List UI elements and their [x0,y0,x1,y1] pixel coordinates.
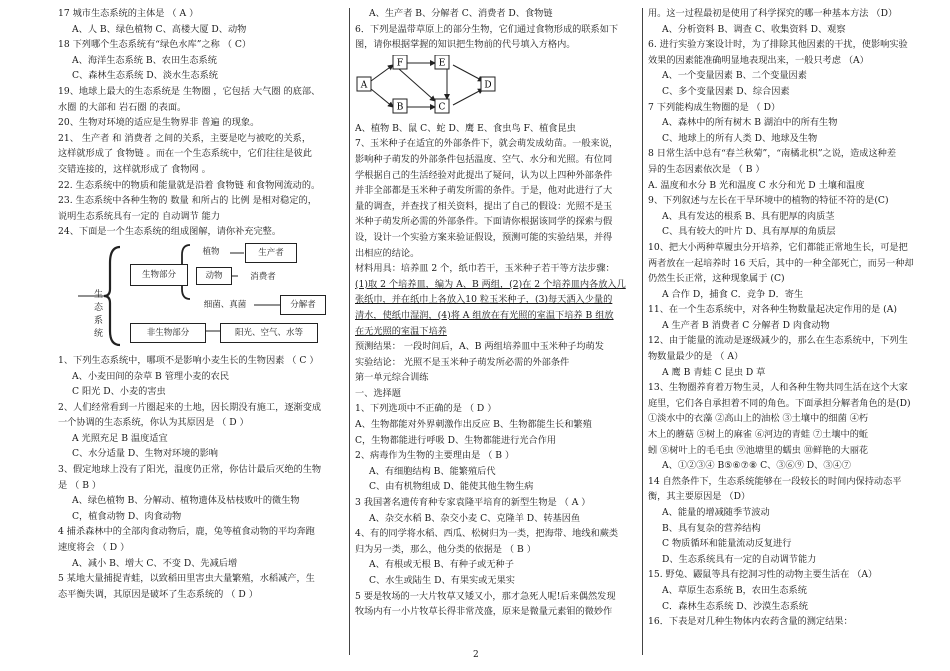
food-web-svg [355,55,640,119]
animal-box: 动物 [196,267,232,285]
text-line: A、杂交水稻 B、杂交小麦 C、克隆羊 D、转基因鱼 [369,512,581,524]
text-line: 预测结果： 一段时间后，A、B 两组培养皿中玉米种子均萌发 [355,341,604,353]
text-line: D、生态系统具有一定的自动调节能力 [662,553,817,565]
text-line: 7 下列能构成生物圈的是 （ D） [648,101,781,113]
text-line: A、①②③④ B⑤⑥⑦⑧ C、③⑥⑨ D、③④⑦ [662,460,851,472]
side-label-char: 系 [94,315,104,326]
text-line: 木上的蘑菇 ⑤树上的麻雀 ⑥河边的青蛙 ⑦土壤中的蚯 [648,429,869,441]
text-line: C、地球上的所有人类 D、地球及生物 [662,132,818,144]
producer-box: 生产者 [245,243,297,263]
text-line: A 光照充足 B 温度适宜 [72,432,168,444]
living-part-box: 生物部分 [130,264,188,286]
text-line: 13、生物圈养育着万物生灵，人和各种生物共同生活在这个大家 [648,382,908,394]
text-line: 图，请你根据掌握的知识把生物前的代号填入方格内。 [355,39,576,51]
consumer-label: 消费者 [238,269,288,285]
text-line: 2、人们经常看到一片圈起来的土地，因长期没有施工，逐渐变成 [58,401,322,413]
side-label [94,289,106,341]
food-web-node-label: C [438,102,446,113]
text-line: C、具有较大的叶片 D、具有厚厚的角质层 [662,226,836,238]
text-line: 清水，使纸巾湿润，(4)将 A 组放在有光照的室温下培养 B 组放 [355,309,614,321]
text-line: A、植物 B、鼠 C、蛇 D、鹰 E、食虫鸟 F、植食昆虫 [355,122,576,134]
text-line: A、有细胞结构 B、能繁殖后代 [369,465,496,477]
section-heading: 第一单元综合训练 [355,372,429,384]
food-web-node-label: F [396,58,404,69]
text-line: 1、下列生态系统中，哪项不是影响小麦生长的生物因素 （ C ） [58,354,319,366]
text-line: 22. 生态系统中的物质和能量就是沿着 食物链 和食物网流动的。 [58,179,321,191]
text-line: 影响种子萌发的外部条件包括温度、空气、水分和光照。有位同 [355,153,613,165]
text-line: 仍然生长正常，这种现象属于 (C) [648,273,785,285]
side-label-char: 生 [94,289,104,300]
text-line: 一个协调的生态系统，你认为其原因是 （ D ） [58,417,249,429]
text-line: A、森林中的所有树木 B 湖泊中的所有生物 [662,117,838,129]
text-line: 牧场内有一小片牧草长得非常茂盛，原来是微量元素钼的微妙作 [355,606,613,618]
nonliving-items-box: 阳光、空气、水等 [220,323,318,343]
text-line: A、有根或无根 B、有种子或无种子 [369,559,514,571]
section-heading: 一、选择题 [355,387,401,399]
text-line: 4、有的同学将水稻、西瓜、松树归为一类，把海带、地线和蕨类 [355,528,619,540]
text-line: 在无光照的室温下培养 [355,325,447,337]
text-line: 是 （ B ） [58,479,102,491]
text-line: 5 某地大量捕捉青蛙，以致稻田里害虫大量繁殖，水稻减产，生 [58,573,315,585]
text-line: 8 日常生活中总有“春兰秋菊”，“南橘北枳”之说，造成这种差 [648,148,897,160]
page-number: 2 [473,650,479,660]
text-line: A、人 B、绿色植物 C、高楼大厦 D、动物 [72,23,247,35]
text-line: C 物质循环和能量流动反复进行 [662,538,792,550]
text-line: 24、下面是一个生态系统的组成图解，请你补充完整。 [58,226,282,238]
text-line: A 生产者 B 消费者 C 分解者 D 肉食动物 [662,319,830,331]
text-line: 16．下表是对几种生物体内农药含量的测定结果： [648,616,853,628]
text-line: 18 下列哪个生态系统有“绿色水库”之称 （ C） [58,39,252,51]
text-line: C，生物都能进行呼吸 D、生物都能进行光合作用 [355,434,557,446]
text-line: 张纸巾，并在纸巾上各放入10 粒玉米种子，(3)每天洒入少量的 [355,294,613,306]
text-line: 用。这一过程最初是使用了科学探究的哪一种基本方法 （D） [648,8,898,19]
text-line: 2、病毒作为生物的主要理由是 （ B ） [355,450,515,462]
text-line: 3、假定地球上没有了阳光，温度仍正常，你估计最后灭绝的生物 [58,464,322,476]
text-line: C、森林生态系统 D、淡水生态系统 [72,70,218,82]
text-line: 材料用具：培养皿 2 个，纸巾若干，玉米种子若干等方法步骤： [355,263,615,275]
text-line: ①淡水中的衣藻 ②高山上的油松 ③土壤中的细菌 ④朽 [648,413,869,425]
text-line: 14 自然条件下，生态系统能够在一段较长的时间内保持动态平 [648,475,902,487]
food-web-node-label: B [396,102,404,113]
text-line: 3 我国著名遗传育种专家袁隆平培育的新型生物是 （ A ） [355,497,591,509]
text-line: 这样就形成了 食物链 。而在一个生态系统中，它们往往是彼此 [58,148,312,160]
text-line: 米种子萌发所必需的外部条件。下面请你根据该同学的探索与假 [355,216,613,228]
text-line: 速度将会 （ D ） [58,542,130,554]
text-line: C、水生或陆生 D、有果实或无果实 [369,575,515,586]
text-line: A. 温度和水分 B 光和温度 C 水分和光 D 土壤和温度 [648,179,865,191]
text-line: 10、把大小两种草履虫分开培养，它们都能正常地生长，可是把 [648,241,908,253]
text-line: 17 城市生态系统的主体是 （ A ） [58,8,199,19]
text-line: 说明生态系统具有一定的 自动调节 能力 [58,210,221,222]
text-line: 5 要是牧场的一大片牧草又矮又小，那才急死人呢!后来偶然发现 [355,590,616,602]
column-right [648,6,940,630]
text-line: 21、 生产者 和 消费者 之间的关系，主要是吃与被吃的关系， [58,132,312,144]
text-line: A、海洋生态系统 B、农田生态系统 [72,54,217,66]
text-line: A 合作 D，捕食 C．竞争 D．寄生 [662,288,804,300]
text-line: 归为另一类，那么，他分类的依据是 （ B ） [355,543,536,555]
column-divider [349,8,350,655]
bacteria-label: 细菌、真菌 [196,297,254,313]
text-line: 23. 生态系统中各种生物的 数量 和所占的 比例 是相对稳定的， [58,195,317,207]
text-line: A、生物都能对外界刺激作出反应 B、生物都能生长和繁殖 [355,419,592,431]
text-line: A、分析资料 B、调查 C、收集资料 D、观察 [662,23,846,35]
text-line: 异的生态因素依次是 （ B ） [648,163,765,175]
text-line: 6．下列是温带草原上的部分生物，它们通过食物形成的联系如下 [355,23,619,35]
text-line: 效果的因素能准确明显地表现出来，一般只考虑 （A） [648,54,869,66]
food-web-node-label: D [484,80,492,91]
text-line: A、减小 B、增大 C、不变 D、先减后增 [72,557,238,569]
nonliving-part-box: 非生物部分 [130,323,206,343]
text-line: 4 捕杀森林中的全部肉食动物后，鹿，兔等植食动物的平均奔跑 [58,526,315,538]
text-line: (1)取 2 个培养皿，编为 A、B 两组，(2)在 2 个培养皿内各放入几 [355,278,626,290]
text-line: 1、下列选项中不正确的是 （ D ） [355,403,497,415]
text-line: 实验结论： 光照不是玉米种子萌发所必需的外部条件 [355,356,570,368]
text-line: 12、由于能量的流动是逐级减少的，那么在生态系统中，下列生 [648,335,908,347]
text-line: 态平衡失调，其原因是破坏了生态系统的 （ D ） [58,588,258,600]
text-line: 并非全部都是玉米种子萌发所需的条件。于是，他对此进行了大 [355,185,613,197]
ecosystem-diagram [58,241,345,351]
text-line: 交错连接的，这样就形成了 食物网 。 [58,163,211,175]
text-line: A、一个变量因素 B、二个变量因素 [662,70,807,82]
text-line: 蚓 ⑧树叶上的毛毛虫 ⑨池塘里的蠕虫 ⑩鲜艳的大丽花 [648,444,869,456]
text-line: 衡，其主要原因是 （D） [648,491,751,503]
text-line: C、由有机物组成 D、能使其他生物生病 [369,481,534,493]
text-line: A、绿色植物 B、分解动、植物遗体及枯枝败叶的微生物 [72,495,300,507]
text-line: 出相应的结论。 [355,247,420,259]
food-web-node-label: A [360,80,368,91]
plant-label: 植物 [192,244,230,260]
text-line: A、能量的增减随季节波动 [662,507,770,518]
text-line: A、具有发达的根系 B、具有肥厚的肉质茎 [662,210,835,222]
text-line: 6. 进行实验方案设计时，为了排除其他因素的干扰，使影响实验 [648,39,908,51]
text-line: 庭里，它们各自承担着不同的角色。下面承担分解者角色的是(D) [648,397,911,409]
decomposer-box: 分解者 [280,295,326,315]
text-line: 物数量最少的是 （ A） [648,351,744,363]
food-web-node-label: E [438,58,446,69]
text-line: C、水分适量 D、生物对环境的影响 [72,448,218,460]
text-line: 15. 野兔、鼹鼠等具有挖洞习性的动物主要生活在 （A） [648,569,878,581]
text-line: A、生产者 B、分解者 C、消费者 D、食物链 [369,8,553,19]
side-label-char: 统 [94,328,104,339]
column-middle [355,6,640,620]
text-line: A 鹰 B 青蛙 C 昆虫 D 草 [662,366,766,378]
side-label-char: 态 [94,302,104,313]
text-line: 水圈 的大部和 岩石圈 的表面。 [58,101,187,113]
text-line: 11、在一个生态系统中，对各种生物数量起决定作用的是 (A) [648,304,897,316]
food-web-nodes [357,55,495,113]
text-line: 7、玉米种子在适宜的外部条件下，就会萌发成幼苗。一般来说， [355,138,619,150]
text-line: C、多个变量因素 D、综合因素 [662,85,790,97]
text-line: A、草原生态系统 B，农田生态系统 [662,584,807,596]
text-line: 9、下列叙述与左长在干旱环境中的植物的特征不符的是(C) [648,195,889,207]
text-line: 19、地球上最大的生态系统是 生物圈 ，它包括 大气圈 的底部、 [58,85,321,97]
text-line: A、小麦田间的杂草 B 管理小麦的农民 [72,370,230,382]
text-line: 学根据自己的生活经验对此提出了疑问，认为以上四种外部条件 [355,169,613,181]
text-line: 20、生物对环境的适应是生物界非 普遍 的现象。 [58,117,260,129]
text-line: 设，设计一个实验方案来验证假设，预测可能的实验结果，并得 [355,231,613,243]
text-line: C．森林生态系统 D、沙漠生态系统 [662,600,808,612]
text-line: 两者放在一起培养时 16 天后，其中的一种全部死亡，而另一种却 [648,257,914,269]
text-line: C 阳光 D、小麦的害虫 [72,386,166,398]
column-divider [642,8,643,655]
text-line: C，植食动物 D、肉食动物 [72,510,182,522]
text-line: B、具有复杂的营养结构 [662,522,761,534]
text-line: 量的调查，并查找了相关资料，提出了自己的假设：光照不是玉 [355,200,613,212]
food-web-diagram [355,55,640,119]
column-left [58,6,345,602]
